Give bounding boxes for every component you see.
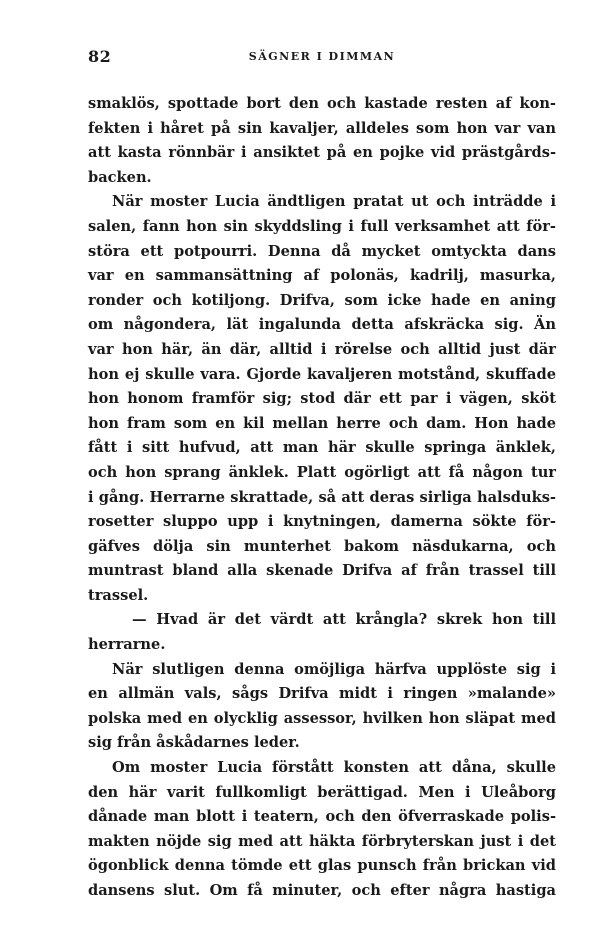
text-line: gäfves dölja sin munterhet bakom näsdukarna, och: [88, 537, 556, 555]
text-line: ronder och kotiljong. Drifva, som icke hade en aning: [88, 291, 556, 309]
text-line: hon fram som en kil mellan herre och dam. Hon hade: [88, 414, 556, 432]
text-line: om någondera, lät ingalunda detta afskräcka sig. Än: [88, 316, 556, 334]
text-line: hon honom framför sig; stod där ett par i vägen, sköt: [88, 390, 556, 408]
running-title: SÄGNER I DIMMAN: [248, 50, 396, 63]
text-line: ögonblick denna tömde ett glas punsch från brickan vid: [88, 857, 556, 875]
page-number: 82: [88, 47, 112, 66]
text-line: hon ej skulle vara. Gjorde kavaljeren motstånd, skuffade: [88, 365, 556, 383]
text-line: en allmän vals, sågs Drifva midt i ringen »malande»: [88, 685, 556, 703]
text-line: salen, fann hon sin skyddsling i full verksamhet att för-: [88, 217, 556, 235]
text-line: smaklös, spottade bort den och kastade resten af kon-: [88, 95, 556, 112]
text-line: rosetter sluppo upp i knytningen, damerna sökte för-: [88, 513, 556, 531]
body-text: [88, 92, 556, 904]
text-line: backen.: [88, 168, 152, 186]
text-line: När moster Lucia ändtligen pratat ut och inträdde i: [112, 193, 556, 211]
text-line: var hon här, än där, alltid i rörelse och alltid just där: [88, 340, 556, 358]
text-line: polska med en olycklig assessor, hvilken hon släpat med: [88, 709, 556, 727]
text-line: var en sammansättning af polonäs, kadrilj, masurka,: [88, 267, 556, 285]
text-line: fekten i håret på sin kavaljer, alldeles som hon var van: [88, 119, 556, 137]
text-line: — Hvad är det värdt att krångla? skrek hon till: [132, 611, 556, 629]
text-line: sig från åskådarnes leder.: [88, 734, 300, 752]
text-line: dansens slut. Om få minuter, och efter några hastiga: [88, 882, 556, 899]
text-line: att kasta rönnbär i ansiktet på en pojke vid prästgårds-: [88, 144, 556, 162]
text-line: fått i sitt hufvud, att man här skulle springa änklek,: [88, 439, 556, 457]
text-line: muntrast bland alla skenade Drifva af från trassel till: [88, 562, 556, 580]
text-line: i gång. Herrarne skrattade, så att deras sirliga halsduks-: [88, 488, 556, 506]
text-line: trassel.: [88, 586, 149, 604]
text-line: och hon sprang änklek. Platt ogörligt att få någon tur: [88, 463, 556, 481]
text-line: dånade man blott i teatern, och den öfverraskade polis-: [88, 808, 556, 826]
text-line: störa ett potpourri. Denna då mycket omtyckta dans: [88, 242, 556, 260]
text-line: makten nöjde sig med att häkta förbryterskan just i det: [88, 832, 556, 850]
text-line: den här varit fullkomligt berättigad. Men i Uleåborg: [88, 783, 556, 801]
text-line: När slutligen denna omöjliga härfva upplöste sig i: [112, 660, 556, 678]
text-line: herrarne.: [88, 636, 166, 654]
running-head: [88, 47, 556, 67]
text-line: Om moster Lucia förstått konsten att dåna, skulle: [112, 759, 556, 777]
